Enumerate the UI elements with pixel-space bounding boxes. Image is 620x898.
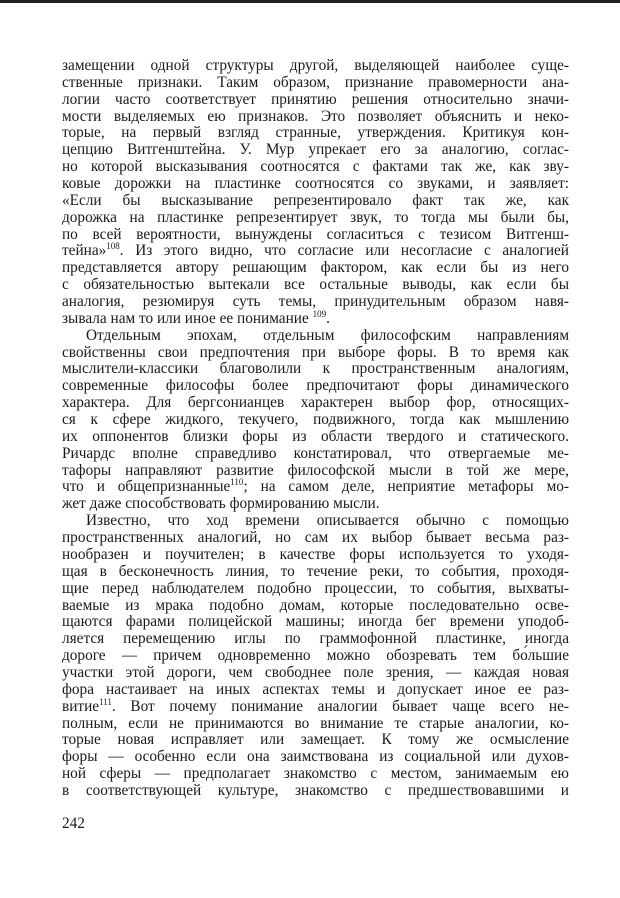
text-line	[62, 159, 569, 176]
line-text: участки этой дороги, чем свободнее поле зрения, — каждая новая	[62, 663, 569, 681]
line-text: пространственных аналогий, но сам их выбор бывает весьма раз-	[62, 529, 569, 547]
text-line	[62, 479, 569, 496]
text-line	[62, 716, 569, 733]
line-text: ; на самом деле, неприятие метафоры мо-	[243, 478, 569, 496]
text-line	[62, 243, 569, 260]
line-text: но которой высказывания соотносятся с фактами так же, как зву-	[62, 158, 569, 176]
line-text: витие	[62, 697, 100, 715]
text-line	[62, 598, 569, 615]
text-line	[62, 547, 569, 564]
line-text: щаются фарами полицейской машины; иногда бег времени уподоб-	[62, 613, 569, 631]
text-line	[62, 125, 569, 142]
text-line	[62, 260, 569, 277]
line-text: Отдельным эпохам, отдельным философским направлениям	[86, 326, 569, 344]
line-text: дороге — причем одновременно можно обозревать тем бо́льшие	[62, 647, 569, 665]
text-line	[62, 227, 569, 244]
text-line	[62, 732, 569, 749]
line-text: свойственны свои предпочтения при выборе форы. В то время как	[62, 343, 569, 361]
line-text: их оппонентов близки форы из области твердого и статического.	[62, 427, 569, 445]
line-text: цепцию Витгенштейна. У. Мур упрекает его за аналогию, соглас-	[62, 141, 569, 159]
text-line	[62, 631, 569, 648]
text-line	[62, 142, 569, 159]
text-line	[62, 109, 569, 126]
body-text	[62, 58, 569, 800]
text-line	[62, 193, 569, 210]
text-line	[62, 581, 569, 598]
line-text: в соответствующей культуре, знакомство с предшествовавшими и	[62, 781, 569, 799]
text-line	[62, 378, 569, 395]
line-text: ной сферы — предполагает знакомство с местом, занимаемым ею	[62, 765, 569, 783]
text-line	[62, 58, 569, 75]
line-text: .	[326, 309, 330, 327]
text-line	[62, 361, 569, 378]
line-text: Ричардс вполне справедливо констатировал, что отвергаемые ме-	[62, 444, 569, 462]
line-text: форы — особенно если она заимствована из социальной или духов-	[62, 748, 569, 766]
line-text: торые новая исправляет или замещает. К тому же осмысление	[62, 731, 569, 749]
text-line	[62, 92, 569, 109]
footnote-marker: 111	[99, 696, 112, 707]
text-line	[62, 513, 569, 530]
line-text: щая в бесконечность линия, то течение реки, то события, проходя-	[62, 562, 569, 580]
line-text: тафоры направляют развитие философской мысли в той же мере,	[62, 461, 569, 479]
text-line	[62, 614, 569, 631]
line-text: логии часто соответствует принятию решения относительно значи-	[62, 90, 569, 108]
text-line	[62, 328, 569, 345]
text-line	[62, 530, 569, 547]
line-text: . Вот почему понимание аналогии бывает чаще всего не-	[111, 697, 569, 715]
text-line	[62, 308, 569, 328]
line-text: полным, если не принимаются во внимание те старые аналогии, ко-	[62, 714, 569, 732]
line-text: ковые дорожки на пластинке соотносятся со звуками, и заявляет:	[62, 175, 569, 193]
text-line	[62, 446, 569, 463]
line-text: щие перед наблюдателем подобно процессии, то события, выхваты-	[62, 579, 569, 597]
scan-edge	[0, 0, 620, 3]
text-line	[62, 395, 569, 412]
line-text: нообразен и поучителен; в качестве форы используется то уходя-	[62, 545, 569, 563]
line-text: ственные признаки. Таким образом, признание правомерности ана-	[62, 73, 569, 91]
text-line	[62, 210, 569, 227]
line-text: ся к сфере жидкого, текучего, подвижного, тогда как мышлению	[62, 411, 569, 429]
footnote-marker: 110	[230, 477, 244, 488]
text-line	[62, 496, 569, 513]
line-text: замещении одной структуры другой, выделяющей наиболее суще-	[62, 57, 569, 74]
line-text: «Если бы высказывание репрезентировало факт так же, как	[62, 191, 569, 209]
line-text: тейна»	[62, 242, 107, 260]
text-line	[62, 682, 569, 699]
text-line	[62, 665, 569, 682]
line-text: характера. Для бергсонианцев характерен выбор фор, относящих-	[62, 394, 569, 412]
line-text: фора настаивает на иных аспектах темы и допускает иное ее раз-	[62, 680, 569, 698]
text-line	[62, 696, 569, 716]
text-line	[62, 345, 569, 362]
line-text: с обязательностью вытекали все остальные выводы, как если бы	[62, 276, 569, 294]
text-line	[62, 766, 569, 783]
line-text: ляется перемещению иглы по граммофонной пластинке, иногда	[62, 630, 569, 648]
page-number: 242	[62, 815, 85, 832]
footnote-marker: 108	[106, 241, 120, 252]
text-line	[62, 783, 569, 800]
text-line	[62, 176, 569, 193]
footnote-marker: 109	[312, 308, 327, 319]
line-text: что и общепризнанные	[62, 478, 231, 496]
line-text: мости выделяемых ею признаков. Это позволяет объяснить и неко-	[62, 107, 569, 125]
line-text: аналогия, резюмируя суть темы, принудительным образом навя-	[62, 293, 569, 311]
text-line	[62, 648, 569, 665]
line-text: мыслители-классики благоволили к пространственным аналогиям,	[62, 360, 569, 378]
text-line	[62, 463, 569, 480]
text-line	[62, 75, 569, 92]
line-text: жет даже способствовать формированию мысли.	[62, 495, 380, 513]
text-line	[62, 412, 569, 429]
line-text: Известно, что ход времени описывается обычно с помощью	[86, 512, 569, 530]
line-text: ваемые из мрака подобно домам, которые последовательно осве-	[62, 596, 569, 614]
text-line	[62, 564, 569, 581]
text-line	[62, 429, 569, 446]
line-text: современные философы более предпочитают форы динамического	[62, 377, 569, 395]
line-text: дорожка на пластинке репрезентирует звук, то тогда мы были бы,	[62, 208, 569, 226]
line-text: по всей вероятности, вынуждены согласиться с тезисом Витгенш-	[62, 225, 569, 243]
line-text: зывала нам то или иное ее понимание	[62, 309, 313, 327]
line-text: . Из этого видно, что согласие или несогласие с аналогией	[119, 242, 569, 260]
line-text: представляется автору решающим фактором, как если бы из него	[62, 259, 569, 277]
line-text: торые, на первый взгляд странные, утверждения. Критикуя кон-	[62, 124, 569, 142]
text-line	[62, 749, 569, 766]
text-line	[62, 277, 569, 294]
